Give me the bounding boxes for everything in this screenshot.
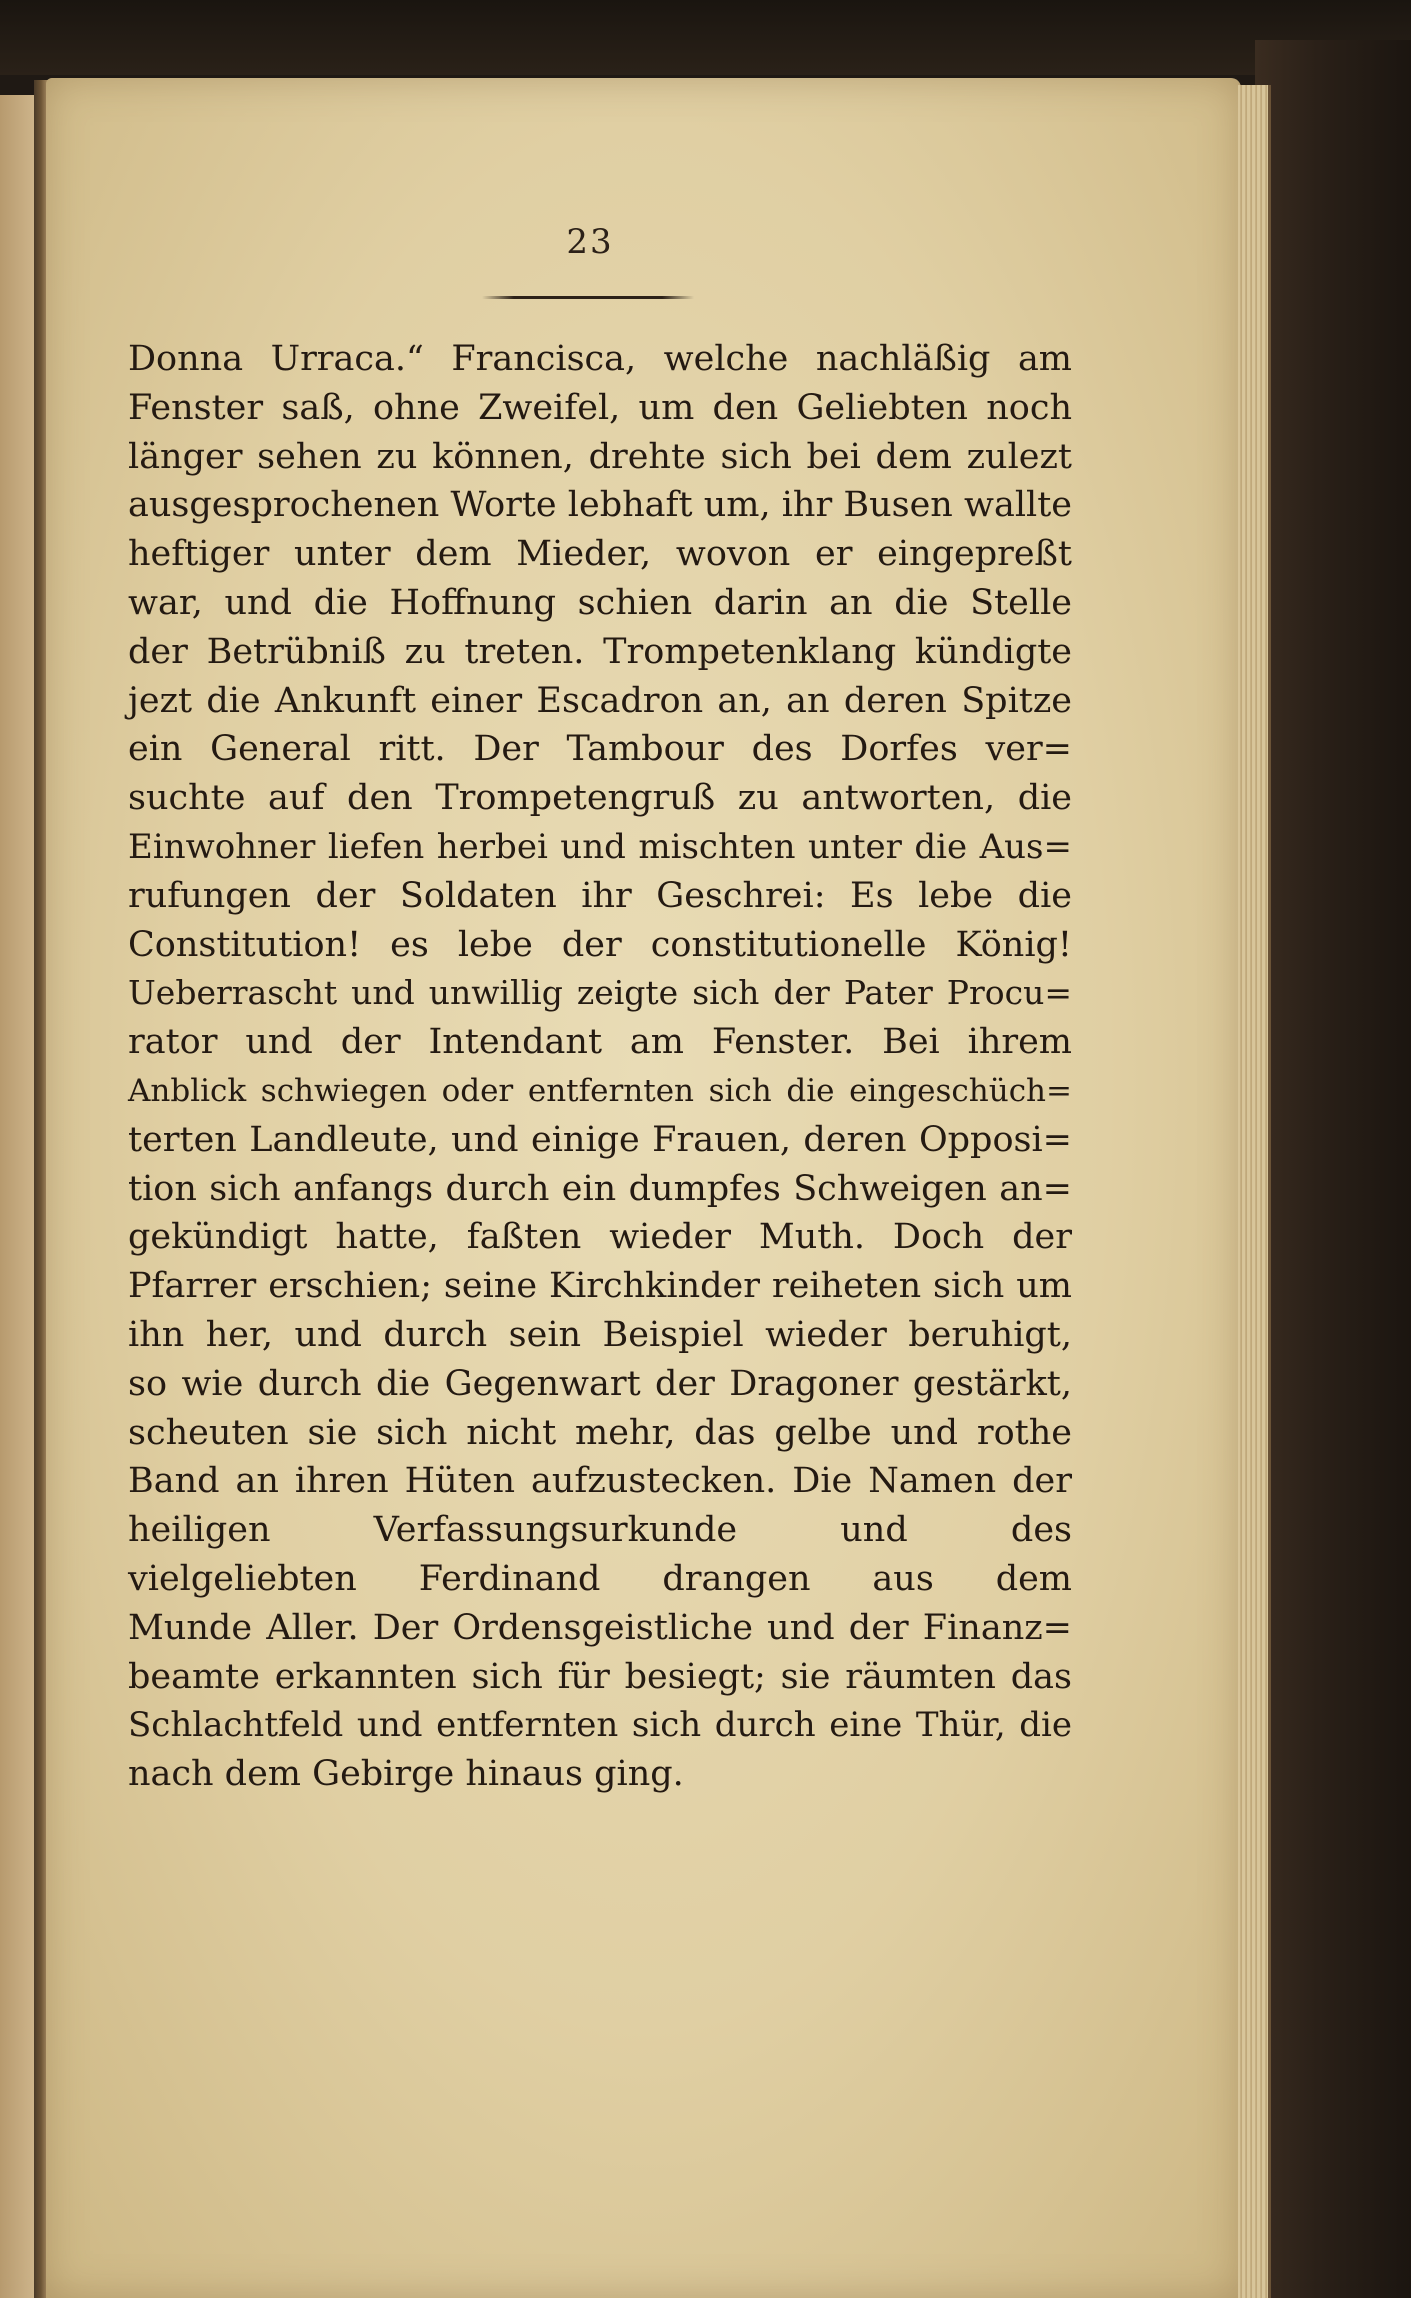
previous-page-edge [0,95,36,2298]
header-rule [482,296,694,299]
text-line: Ueberrascht und unwillig zeigte sich der Pater Procu= [128,973,1072,1013]
text-line: länger sehen zu können, drehte sich bei dem zulezt [128,436,1072,477]
text-line: Constitution! es lebe der constitutionelle König! [128,924,1072,965]
text-line: ausgesprochenen Worte lebhaft um, ihr Busen wallte [128,485,1072,526]
page-number: 23 [566,222,614,262]
text-line: Band an ihren Hüten aufzustecken. Die Namen der [128,1461,1072,1502]
text-line: vielgeliebten Ferdinand drangen aus dem [128,1558,1072,1599]
body-text [128,335,1072,1799]
text-line: beamte erkannten sich für besiegt; sie räumten das [128,1656,1072,1697]
text-line: suchte auf den Trompetengruß zu antworten, die [128,778,1072,819]
text-line: war, und die Hoffnung schien darin an die Stelle [128,582,1072,623]
text-line: rator und der Intendant am Fenster. Bei ihrem [128,1022,1072,1063]
book-cover-top [0,0,1411,75]
text-line: ein General ritt. Der Tambour des Dorfes ver= [128,729,1072,770]
text-line: Pfarrer erschien; seine Kirchkinder reiheten sich um [128,1266,1072,1307]
text-line: ihn her, und durch sein Beispiel wieder beruhigt, [128,1314,1072,1355]
text-line: jezt die Ankunft einer Escadron an, an deren Spitze [128,680,1072,721]
text-line: so wie durch die Gegenwart der Dragoner gestärkt, [128,1363,1072,1404]
text-line: nach dem Gebirge hinaus ging. [128,1754,684,1795]
text-line: rufungen der Soldaten ihr Geschrei: Es lebe die [128,875,1072,916]
text-line: Schlachtfeld und entfernten sich durch eine Thür, die [128,1705,1072,1746]
text-line: gekündigt hatte, faßten wieder Muth. Doch der [128,1217,1072,1258]
text-line: Einwohner liefen herbei und mischten unter die Aus= [128,826,1072,867]
book-cover-edge [1255,40,1411,2298]
page-stack-edge [1238,85,1271,2298]
text-line: der Betrübniß zu treten. Trompetenklang kündigte [128,631,1072,672]
text-line: Anblick schwiegen oder entfernten sich die eingeschüch= [128,1072,1072,1109]
text-line: Fenster saß, ohne Zweifel, um den Geliebten noch [128,387,1072,428]
text-line: heftiger unter dem Mieder, wovon er eingepreßt [128,534,1072,575]
text-line: Munde Aller. Der Ordensgeistliche und der Finanz= [128,1607,1072,1648]
text-line: heiligen Verfassungsurkunde und des [128,1510,1072,1551]
text-line: terten Landleute, und einige Frauen, deren Opposi= [128,1119,1072,1160]
text-line: tion sich anfangs durch ein dumpfes Schweigen an= [128,1168,1072,1209]
text-line: scheuten sie sich nicht mehr, das gelbe und rothe [128,1412,1072,1453]
text-line: Donna Urraca.“ Francisca, welche nachläßig am [128,339,1072,379]
